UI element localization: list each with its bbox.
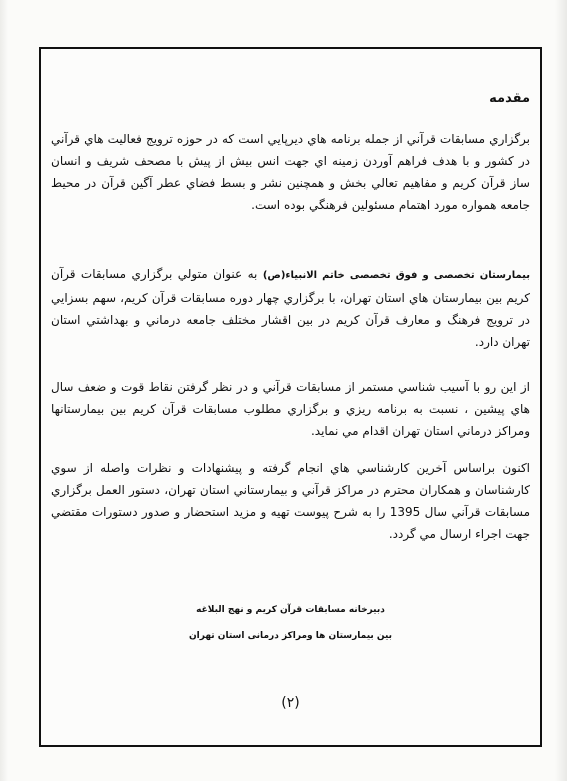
- paragraph-assessment: از اين رو با آسيب شناسي مستمر از مسابقات قرآني و در نظر گرفتن نقاط قوت و ضعف سال هاي پيشين ، نسبت به برنامه ريزي و برگزاري مطلوب مسابقات قرآن كريم بين بيمارستانها ومراكز درماني استان تهران اقدام مي نمايد.: [51, 380, 530, 438]
- paragraph-hospital-text: به عنوان متولي برگزاري مسابقات قرآن كريم بين بيمارستان هاي استان تهران، با برگزاري چهار دوره مسابقات قرآن كريم، سهم بسزايي در ترويج فرهنگ و معارف قرآن كريم در بين اقشار مختلف جامعه درماني و بهداشتي استان تهران دارد.: [51, 267, 530, 349]
- page-heading: مقدمه: [489, 91, 530, 106]
- page-number: (۲): [281, 695, 300, 711]
- page-border: [39, 47, 542, 747]
- signature-line-2: بین بیمارستان ها ومراکز درمانی استان تهران: [188, 631, 393, 641]
- paragraph-instructions: اكنون براساس آخرين كارشناسي هاي انجام گرفته و پيشنهادات و نظرات واصله از سوي كارشناسان و همكاران محترم در مراكز قرآني و بيمارستاني استان تهران، دستور العمل برگزاري مسابقات قرآني سال 1395 را به شرح پيوست تهيه و مزيد استحضار و صدور دستورات مقتضي جهت اجراء ارسال مي گردد.: [51, 461, 530, 541]
- signature-line-1: دبیرخانه مسابقات قرآن کریم و نهج البلاغه: [196, 605, 385, 615]
- hospital-name: بیمارستان تخصصی و فوق تخصصی خاتم الانبیاء(ص): [262, 270, 530, 281]
- document-body: [51, 49, 530, 745]
- paragraph-hospital: [51, 263, 530, 353]
- paragraph-intro: برگزاري مسابقات قرآني از جمله برنامه هاي ديرپايي است كه در حوزه ترويج فعاليت هاي قرآني در كشور و با هدف فراهم آوردن زمينه اي جهت انس بيش از پيش با مصحف شريف و انسان ساز قرآن كريم و مفاهيم تعالي بخش و همچنين نشر و بسط فضاي عطر آگين قرآن در محيط جامعه همواره مورد اهتمام مسئولين فرهنگي بوده است.: [51, 132, 530, 212]
